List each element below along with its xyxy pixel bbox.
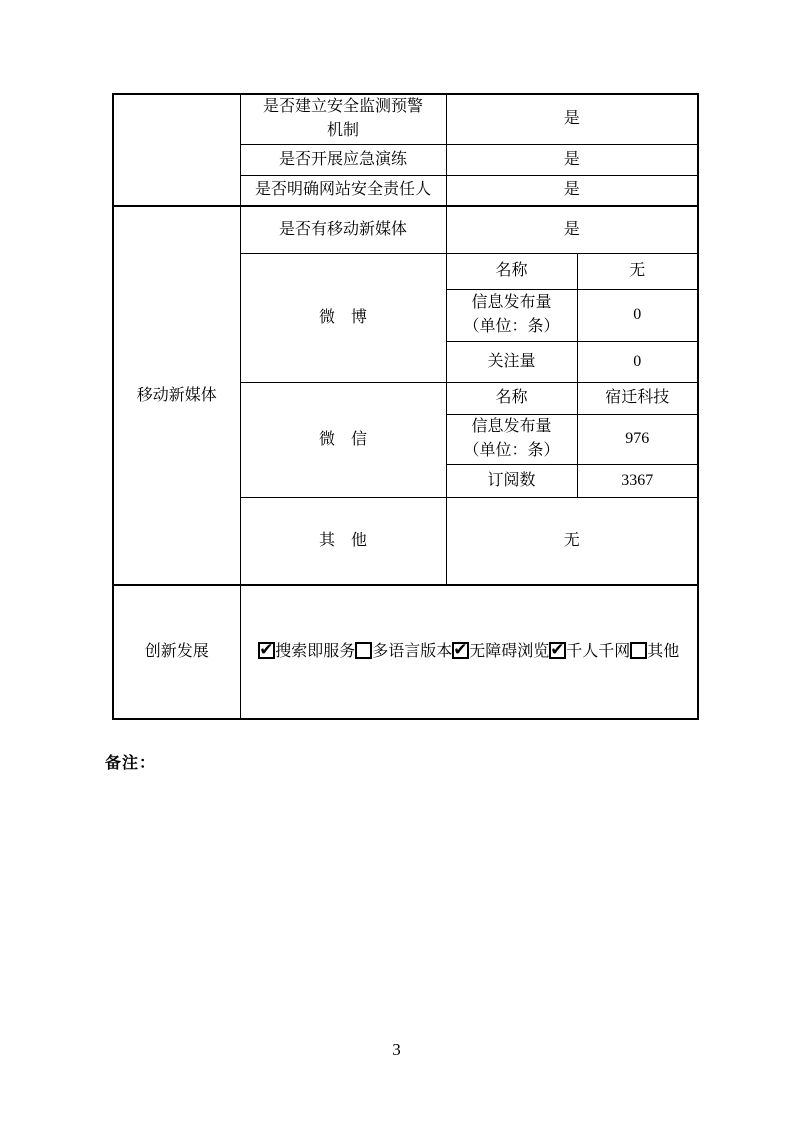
remark-label: 备注： <box>105 755 157 772</box>
innovation-option-search-service <box>258 643 355 660</box>
wechat-posts-label-line1: 信息发布量 <box>471 418 552 435</box>
checkbox-other-icon[interactable] <box>630 642 647 659</box>
wechat-name-label: 名称 <box>446 382 577 414</box>
checkbox-personalized-web-icon[interactable] <box>549 642 566 659</box>
wechat-label-cell: 微 信 <box>240 382 446 497</box>
innovation-option-accessibility <box>452 643 549 660</box>
has-mobile-media-value: 是 <box>446 206 698 253</box>
page-number: 3 <box>392 1040 401 1059</box>
checkbox-multilingual-icon[interactable] <box>355 642 372 659</box>
emergency-drill-value: 是 <box>446 144 698 175</box>
weibo-name-label: 名称 <box>446 253 577 289</box>
other-media-value: 无 <box>446 497 698 585</box>
checkbox-search-service-icon[interactable] <box>258 642 275 659</box>
checkbox-accessibility-icon[interactable] <box>452 642 469 659</box>
weibo-followers-value: 0 <box>577 341 698 382</box>
has-mobile-media-label: 是否有移动新媒体 <box>240 206 446 253</box>
weibo-posts-label-line1: 信息发布量 <box>471 294 552 311</box>
innovation-option-label: 千人千网 <box>566 643 631 660</box>
wechat-subscribers-label: 订阅数 <box>446 464 577 497</box>
weibo-name-value: 无 <box>577 253 698 289</box>
emergency-drill-label: 是否开展应急演练 <box>240 144 446 175</box>
wechat-posts-label-line2: （单位：条） <box>463 442 560 459</box>
other-media-label: 其 他 <box>240 497 446 585</box>
wechat-name-value: 宿迁科技 <box>577 382 698 414</box>
weibo-label-cell: 微 博 <box>240 253 446 382</box>
weibo-followers-label: 关注量 <box>446 341 577 382</box>
wechat-subscribers-value: 3367 <box>577 464 698 497</box>
innovation-option-personalized-web <box>549 643 630 660</box>
innovation-option-label: 搜索即服务 <box>275 643 356 660</box>
wechat-posts-label-cell <box>446 414 577 464</box>
security-monitor-label-cell <box>240 94 446 144</box>
weibo-posts-value: 0 <box>577 289 698 341</box>
weibo-posts-label-line2: （单位：条） <box>463 318 560 335</box>
innovation-option-label: 多语言版本 <box>372 643 453 660</box>
innovation-option-other <box>630 643 679 660</box>
group-cell-innovation: 创新发展 <box>113 585 240 719</box>
security-owner-label: 是否明确网站安全责任人 <box>240 175 446 206</box>
group-cell-empty <box>113 94 240 206</box>
security-monitor-label-line2: 机制 <box>326 122 359 140</box>
annual-report-table <box>112 93 699 720</box>
security-owner-value: 是 <box>446 175 698 206</box>
security-monitor-value: 是 <box>446 94 698 144</box>
weibo-posts-label-cell <box>446 289 577 341</box>
innovation-option-label: 其他 <box>647 643 680 660</box>
wechat-posts-value: 976 <box>577 414 698 464</box>
innovation-option-label: 无障碍浏览 <box>469 643 550 660</box>
security-monitor-label-line1: 是否建立安全监测预警 <box>262 98 423 116</box>
innovation-options-cell <box>240 585 698 719</box>
group-cell-mobile-media: 移动新媒体 <box>113 206 240 585</box>
innovation-option-multilingual <box>355 643 452 660</box>
